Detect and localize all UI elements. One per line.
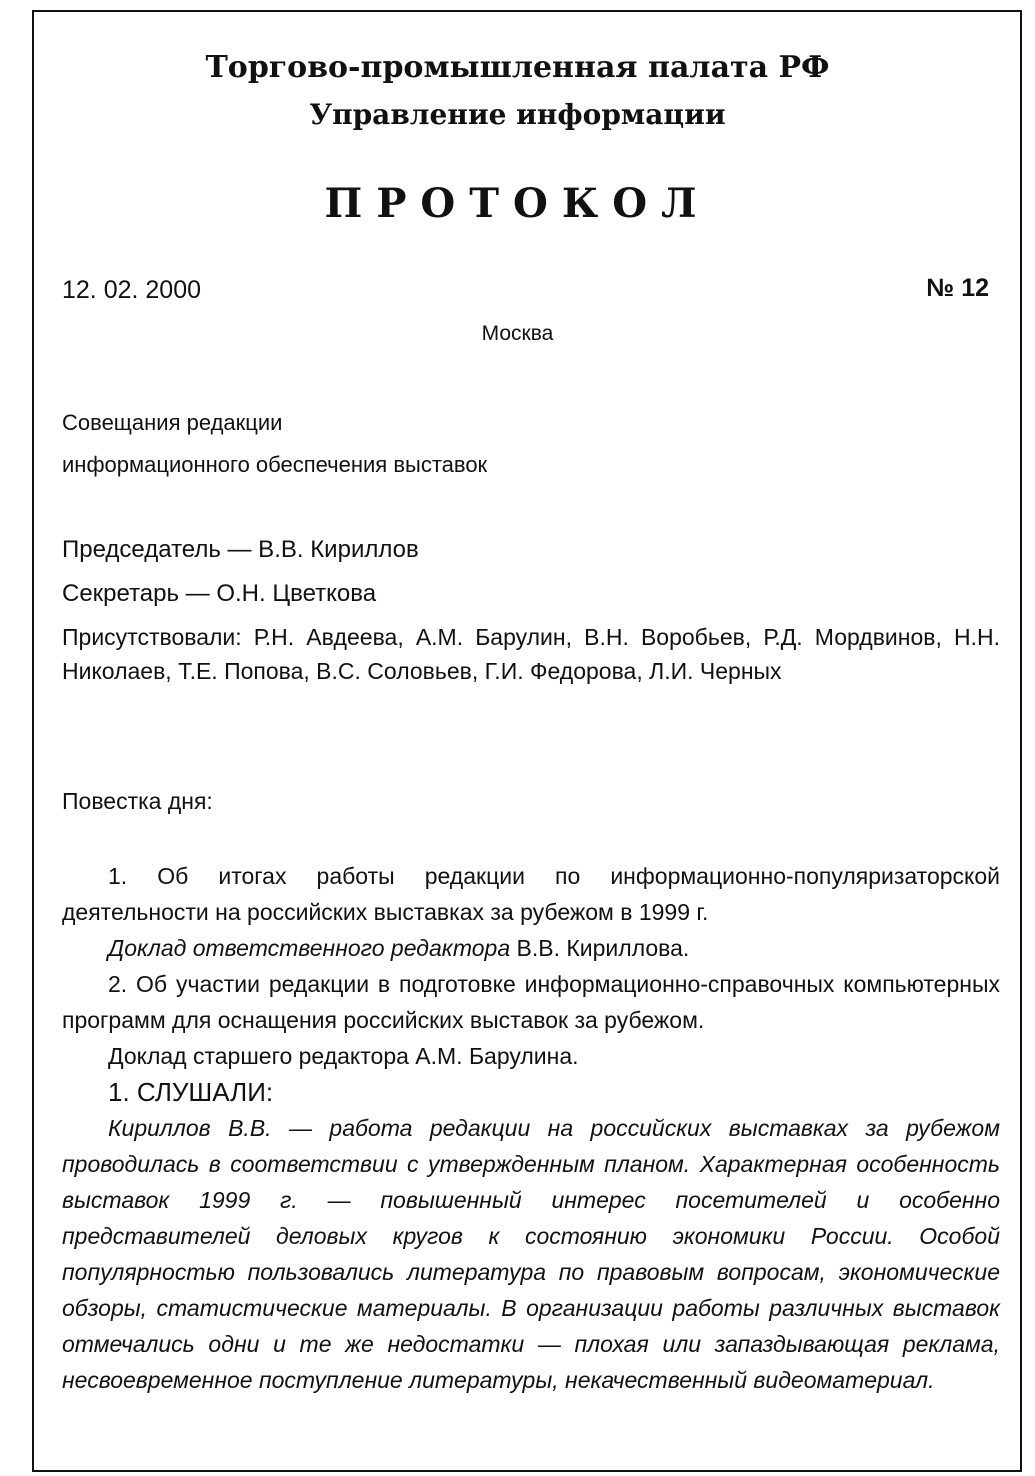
heard-text bbox=[62, 1110, 1000, 1398]
attendees: Присутствовали: Р.Н. Авдеева, А.М. Барулин, В.Н. Воробьев, Р.Д. Мордвинов, Н.Н. Николаев, Т.Е. Попова, В.С. Соловьев, Г.И. Федорова, Л.И. Черных bbox=[62, 624, 1000, 684]
agenda-item-2-report: Доклад старшего редактора А.М. Барулина. bbox=[108, 1043, 579, 1069]
subject-line-2: информационного обеспечения выставок bbox=[62, 452, 488, 477]
agenda-item-1-report bbox=[62, 930, 1000, 966]
organization-name: Торгово-промышленная палата РФ bbox=[205, 50, 830, 85]
speaker-name: Кириллов В.В. bbox=[108, 1115, 272, 1141]
agenda-item-2: 2. Об участии редакции в подготовке информационно-справочных компьютерных программ для оснащения российских выставок за рубежом. bbox=[62, 971, 1000, 1033]
agenda-body bbox=[62, 858, 1000, 1398]
document-date: 12. 02. 2000 bbox=[62, 276, 202, 304]
document-title: ПРОТОКОЛ bbox=[324, 180, 711, 227]
chairman: Председатель — В.В. Кириллов bbox=[62, 536, 419, 563]
report-1-prefix: Доклад ответственного редактора bbox=[108, 935, 511, 961]
report-1-name: В.В. Кириллова. bbox=[516, 935, 690, 961]
agenda-title: Повестка дня: bbox=[62, 788, 213, 814]
agenda-item-1: 1. Об итогах работы редакции по информационно-популяризаторской деятельности на российских выставках за рубежом в 1999 г. bbox=[62, 863, 1000, 925]
speaker-text: — работа редакции на российских выставках за рубежом проводилась в соответствии с утвержденным планом. Характерная особенность выставок 1999 г. — повышенный интерес посетителей и особенно представителей деловых кругов к состоянию экономики России. Особой популярностью пользовались литература по правовым вопросам, экономические обзоры, статистические материалы. В организации работы различных выставок отмечались одни и те же недостатки — плохая или запаздывающая реклама, несвоевременное поступление литературы, некачественный видеоматериал. bbox=[62, 1115, 1000, 1393]
secretary: Секретарь — О.Н. Цветкова bbox=[62, 580, 377, 607]
department-name: Управление информации bbox=[309, 98, 726, 131]
subject-line-1: Совещания редакции bbox=[62, 410, 283, 435]
document-number: № 12 bbox=[926, 274, 989, 302]
heard-title: 1. СЛУШАЛИ: bbox=[108, 1077, 274, 1107]
document-place: Москва bbox=[481, 322, 554, 345]
